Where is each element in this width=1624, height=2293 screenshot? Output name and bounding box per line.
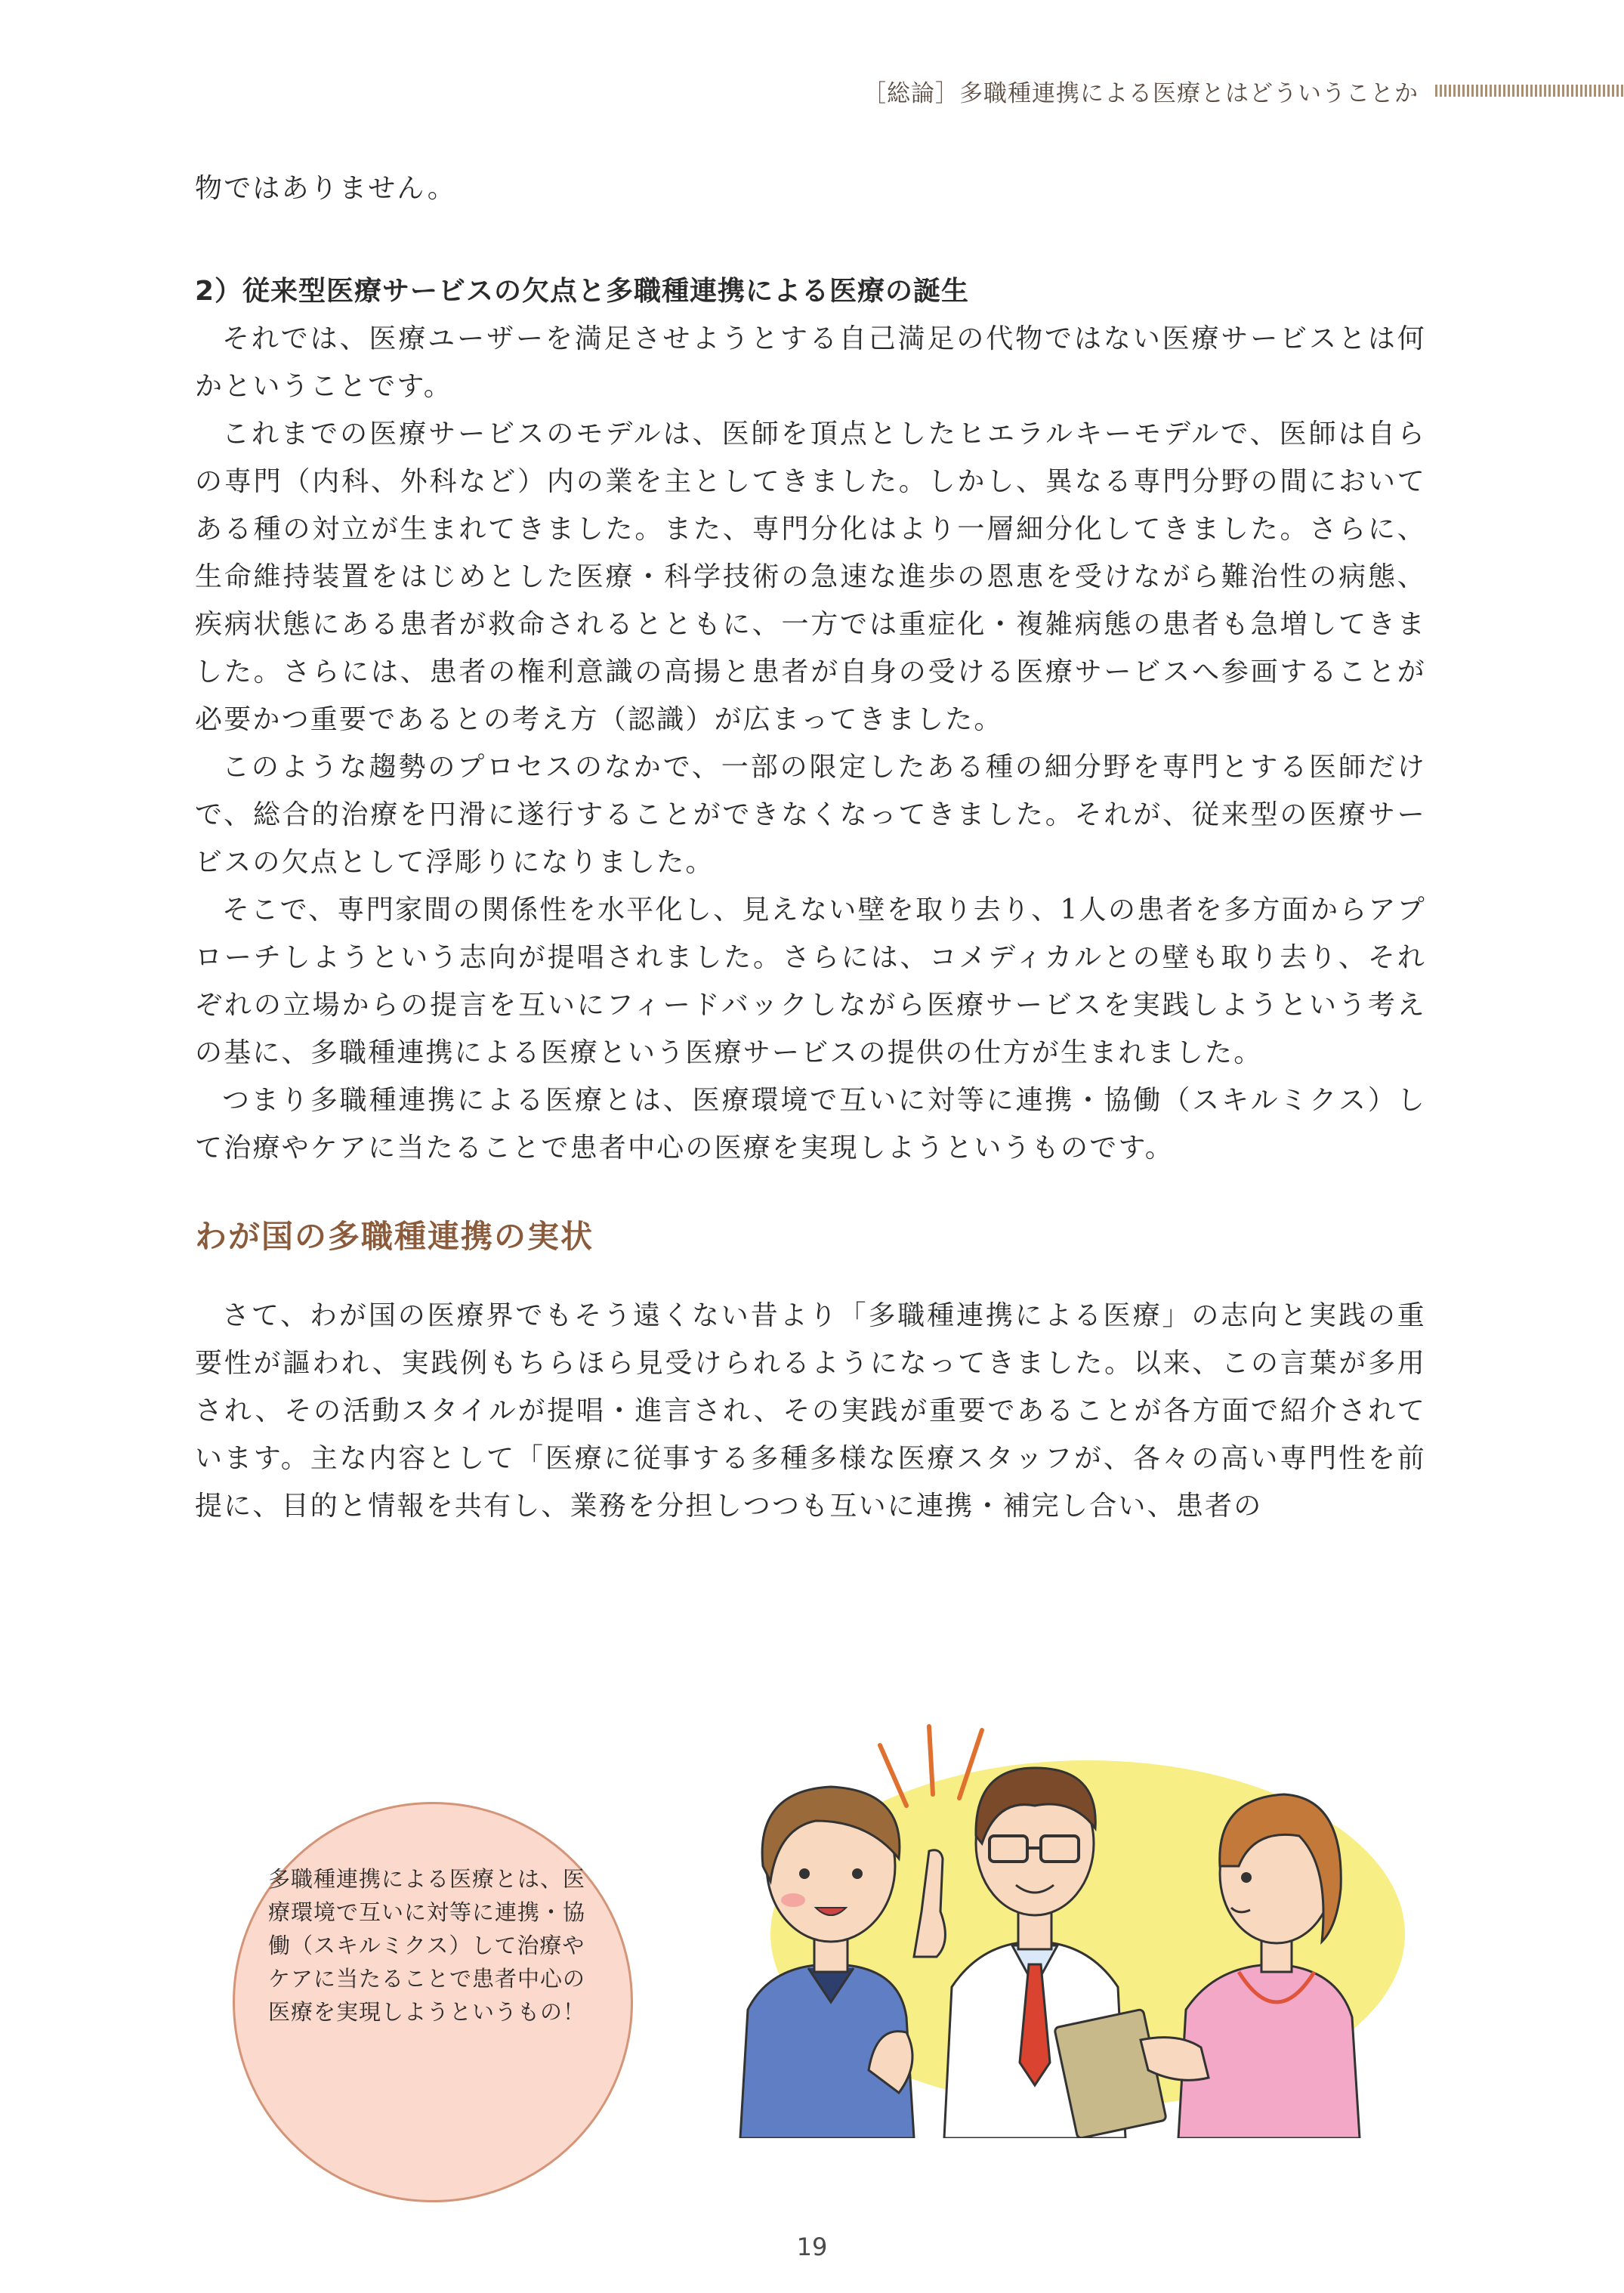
header-dotted-rule	[1435, 85, 1624, 97]
paragraph: このような趨勢のプロセスのなかで、一部の限定したある種の細分野を専門とする医師だけで、総合的治療を円滑に遂行することができなくなってきました。それが、従来型の医療サービスの欠点として浮彫りになりました。	[195, 752, 1426, 878]
running-header	[863, 73, 1624, 109]
medical-team-illustration	[680, 1715, 1405, 2138]
carryover-paragraph: 物ではありません。	[195, 173, 456, 204]
paragraph: それでは、医療ユーザーを満足させようとする自己満足の代物ではない医療サービスとは何かということです。	[195, 323, 1426, 402]
section-heading: わが国の多職種連携の実状	[195, 1218, 594, 1255]
paragraph: そこで、専門家間の関係性を水平化し、見えない壁を取り去り、1人の患者を多方面からアプローチしようという志向が提唱されました。さらには、コメディカルとの壁も取り去り、それぞれの立場からの提言を互いにフィードバックしながら医療サービスを実践しようという考えの基に、多職種連携による医療という医療サービスの提供の仕方が生まれました。	[195, 895, 1426, 1068]
paragraph: これまでの医療サービスのモデルは、医師を頂点としたヒエラルキーモデルで、医師は自らの専門（内科、外科など）内の業を主としてきました。しかし、異なる専門分野の間においてある種の対立が生まれてきました。また、専門分化はより一層細分化してきました。さらに、生命維持装置をはじめとした医療・科学技術の急速な進歩の恩恵を受けながら難治性の病態、疾病状態にある患者が救命されるとともに、一方では重症化・複雑病態の患者も急増してきました。さらには、患者の権利意識の高揚と患者が自身の受ける医療サービスへ参画することが必要かつ重要であるとの考え方（認識）が広まってきました。	[195, 419, 1426, 735]
paragraph: つまり多職種連携による医療とは、医療環境で互いに対等に連携・協働（スキルミクス）して治療やケアに当たることで患者中心の医療を実現しようというものです。	[195, 1085, 1426, 1163]
paragraph: さて、わが国の医療界でもそう遠くない昔より「多職種連携による医療」の志向と実践の重要性が謳われ、実践例もちらほら見受けられるようになってきました。以来、この言葉が多用され、その活動スタイルが提唱・進言され、その実践が重要であることが各方面で紹介されています。主な内容として「医療に従事する多種多様な医療スタッフが、各々の高い専門性を前提に、目的と情報を共有し、業務を分担しつつも互いに連携・補完し合い、患者の	[195, 1300, 1426, 1522]
subsection-heading: 2）従来型医療サービスの欠点と多職種連携による医療の誕生	[195, 276, 970, 307]
main-content	[195, 165, 1426, 1530]
running-header-title: ［総論］多職種連携による医療とはどういうことか	[863, 79, 1419, 107]
speech-bubble-text: 多職種連携による医療とは、医療環境で互いに対等に連携・協働（スキルミクス）して治療やケアに当たることで患者中心の医療を実現しようというもの！	[268, 1866, 586, 2025]
page-number: 19	[796, 2233, 828, 2261]
